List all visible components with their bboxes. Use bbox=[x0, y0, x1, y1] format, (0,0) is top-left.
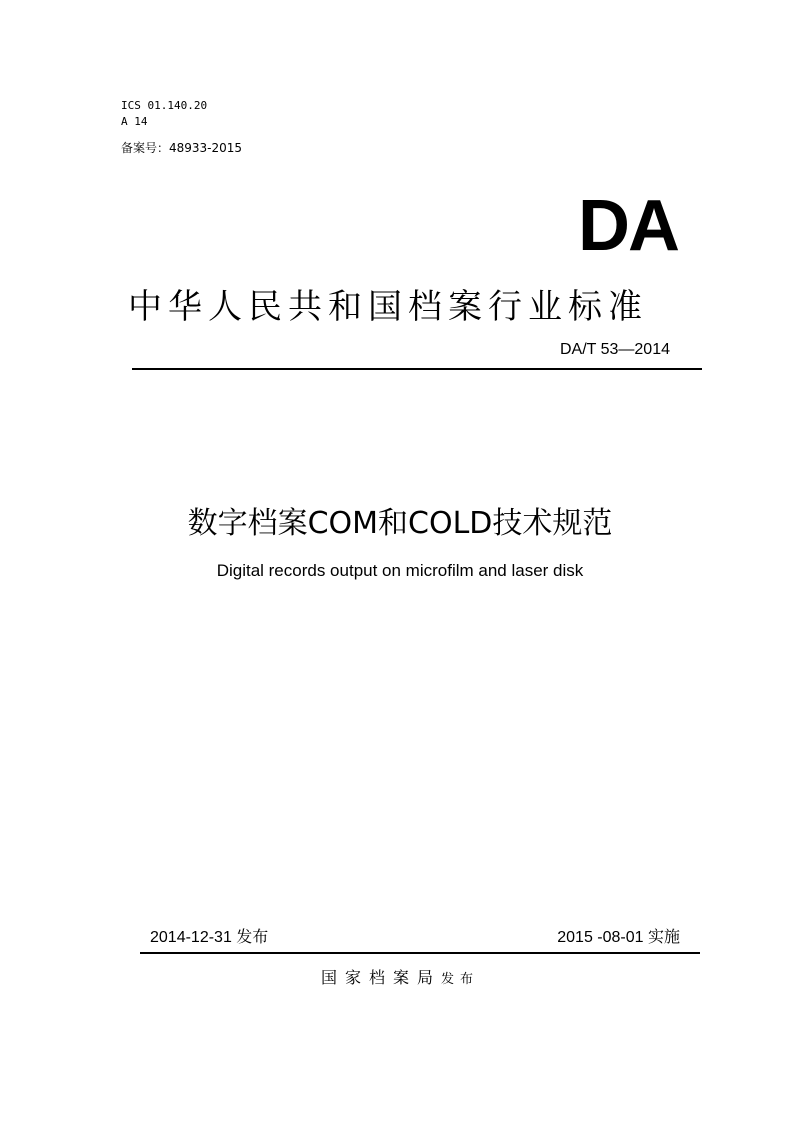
implementation-date: 2015 -08-01 实施 bbox=[557, 929, 680, 946]
record-number: 备案号：48933-2015 bbox=[121, 141, 243, 155]
publisher-suffix: 发布 bbox=[441, 972, 480, 987]
issue-date: 2014-12-31 发布 bbox=[150, 929, 269, 946]
ics-code: ICS 01.140.20 bbox=[121, 99, 208, 112]
standard-code: DA/T 53—2014 bbox=[560, 341, 670, 358]
document-subtitle: Digital records output on microfilm and laser disk bbox=[216, 561, 584, 580]
standard-type-title: 中华人民共和国档案行业标准 bbox=[128, 287, 648, 327]
document-title: 数字档案COM和COLD技术规范 bbox=[187, 506, 613, 541]
da-logo: DA bbox=[578, 186, 678, 266]
top-divider bbox=[132, 368, 702, 370]
bottom-divider bbox=[140, 952, 700, 954]
publisher-name: 国家档案局 bbox=[320, 968, 441, 987]
publisher bbox=[0, 966, 800, 992]
classification-code: A 14 bbox=[121, 115, 148, 128]
